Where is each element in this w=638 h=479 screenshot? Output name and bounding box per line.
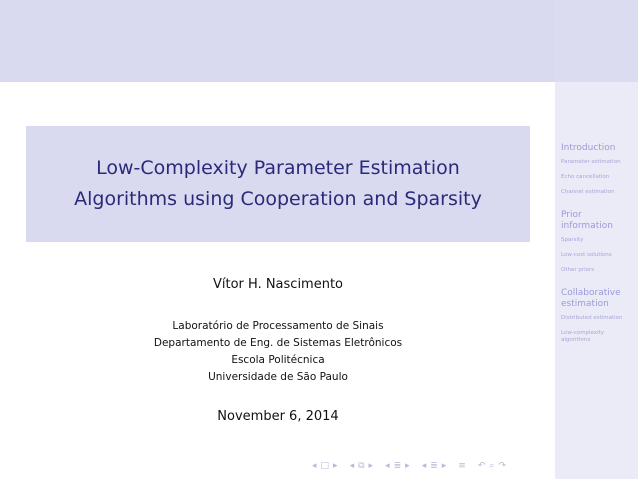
institute-block	[26, 318, 530, 386]
sidebar-section-prior-information[interactable]: Prior information	[561, 210, 613, 231]
title-box	[26, 126, 530, 242]
sidebar-item-echo-cancellation[interactable]: Echo cancellation	[561, 174, 610, 180]
toc-icon[interactable]: ≡	[458, 461, 466, 471]
prev-part-icon[interactable]: ◂	[421, 461, 427, 471]
next-section-icon[interactable]: ▸	[405, 461, 410, 471]
institute-line-university: Universidade de São Paulo	[208, 371, 348, 383]
forward-icon[interactable]: ↷	[498, 461, 506, 471]
sidebar-item-low-complexity-algorithms[interactable]: Low-complexity algorithms	[561, 330, 605, 343]
next-subsection-icon[interactable]: ▸	[368, 461, 374, 471]
subsection-icon[interactable]: ⧉	[358, 461, 365, 471]
frame-icon[interactable]: □	[320, 461, 330, 471]
institute-line-school: Escola Politécnica	[231, 354, 325, 366]
institute-line-department: Departamento de Eng. de Sistemas Eletrônicos	[153, 337, 403, 349]
first-slide-icon[interactable]: ◂	[312, 461, 317, 471]
prev-section-icon[interactable]: ◂	[385, 461, 390, 471]
sidebar-section-collaborative-estimation[interactable]: Collaborative estimation	[561, 288, 621, 309]
section-icon[interactable]: ≣	[393, 461, 402, 471]
sidebar-item-other-priors[interactable]: Other priors	[561, 267, 595, 273]
back-forward-icon[interactable]: ↶	[477, 461, 486, 471]
sidebar-item-parameter-estimation[interactable]: Parameter estimation	[561, 159, 621, 165]
search-icon[interactable]: ⌕	[489, 461, 495, 471]
sidebar-header	[555, 0, 638, 82]
presentation-date: November 6, 2014	[217, 409, 339, 424]
slide-title: Low-Complexity Parameter Estimation Algorithms using Cooperation and Sparsity	[74, 157, 482, 210]
sidebar-item-low-cost-solutions[interactable]: Low-cost solutions	[561, 252, 612, 258]
sidebar-item-distributed-estimation[interactable]: Distributed estimation	[561, 315, 623, 321]
sidebar-nav	[561, 143, 635, 352]
sidebar-item-channel-estimation[interactable]: Channel estimation	[561, 189, 615, 195]
header-band	[0, 0, 638, 82]
institute-line-lab: Laboratório de Processamento de Sinais	[172, 320, 384, 332]
sidebar-section-introduction[interactable]: Introduction	[561, 143, 616, 153]
next-frame-icon[interactable]: ▸	[333, 461, 338, 471]
prev-subsection-icon[interactable]: ◂	[349, 461, 355, 471]
beamer-nav-controls	[312, 459, 506, 473]
part-icon[interactable]: ≣	[430, 461, 438, 471]
author-name: Vítor H. Nascimento	[212, 277, 344, 292]
next-part-icon[interactable]: ▸	[441, 461, 447, 471]
sidebar-item-sparsity[interactable]: Sparsity	[561, 237, 584, 243]
